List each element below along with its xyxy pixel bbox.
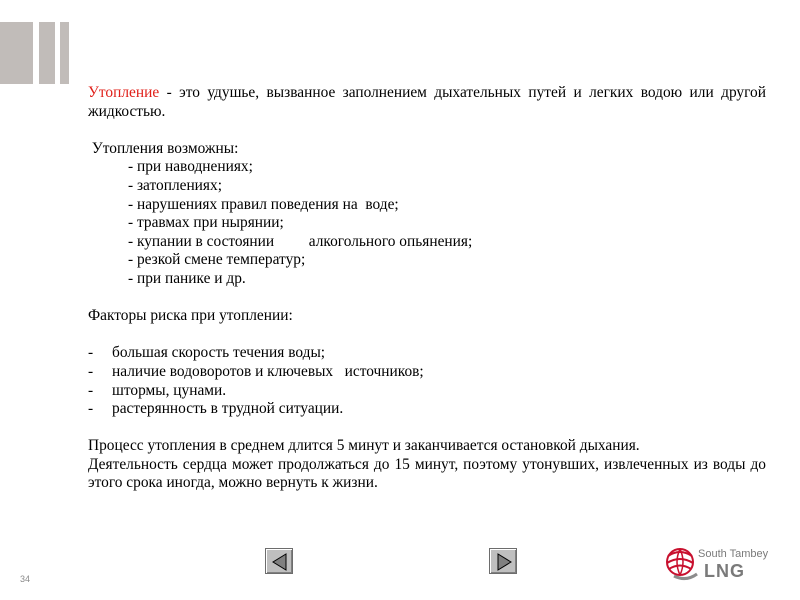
possible-heading: Утопления возможны: — [88, 139, 239, 157]
next-slide-button[interactable] — [489, 548, 517, 574]
logo-line-1: South Tambey — [698, 548, 769, 560]
definition-text: - это удушье, вызванное заполнением дыхательных путей и легких водою или другой жидкостью. — [88, 84, 766, 120]
process-line: Процесс утопления в среднем длится 5 минут и заканчивается остановкой дыхания. — [88, 437, 640, 455]
list-item: - при наводнениях; — [128, 158, 253, 176]
triangle-right-icon — [490, 549, 518, 575]
risk-list — [88, 344, 766, 418]
list-item: - растерянность в трудной ситуации. — [88, 400, 344, 418]
list-item: - наличие водоворотов и ключевых источников; — [88, 362, 424, 380]
bar-wide — [0, 22, 33, 84]
globe-icon — [664, 544, 700, 584]
bar-medium — [39, 22, 55, 84]
possible-list — [88, 158, 766, 288]
list-item: - штормы, цунами. — [88, 381, 227, 399]
definition-term: Утопление — [88, 84, 160, 101]
triangle-left-icon — [266, 549, 294, 575]
previous-slide-button[interactable] — [265, 548, 293, 574]
definition-paragraph — [88, 84, 766, 121]
list-item: - травмах при нырянии; — [128, 214, 284, 232]
list-item: - большая скорость течения воды; — [88, 344, 326, 362]
slide-content — [88, 84, 766, 493]
list-item: - при панике и др. — [128, 269, 246, 287]
bar-narrow — [60, 22, 69, 84]
company-logo — [664, 544, 774, 584]
heart-paragraph: Деятельность сердца может продолжаться до 15 минут, поэтому утонувших, извлеченных из воды до этого срока иногда, можно вернуть к жизни. — [88, 455, 766, 492]
list-item: - нарушениях правил поведения на воде; — [128, 195, 399, 213]
list-item: - купании в состоянии алкогольного опьянения; — [128, 232, 473, 250]
list-item: - резкой смене температур; — [128, 251, 306, 269]
page-number: 34 — [20, 574, 31, 584]
risk-heading: Факторы риска при утоплении: — [88, 307, 293, 325]
logo-line-2: LNG — [704, 561, 745, 581]
list-item: - затоплениях; — [128, 176, 222, 194]
